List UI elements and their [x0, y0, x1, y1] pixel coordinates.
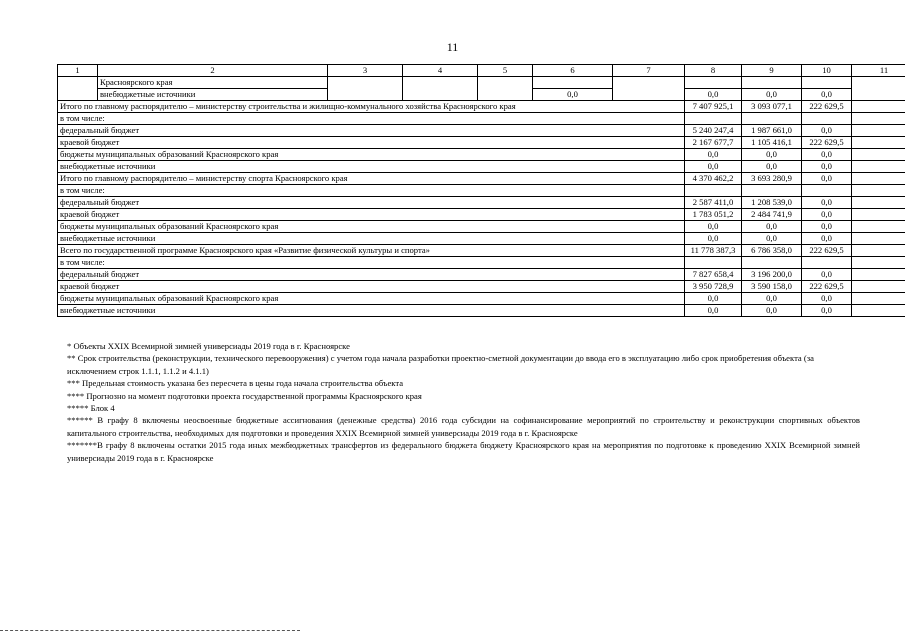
cell-col9: [742, 113, 802, 125]
row-label: краевой бюджет: [58, 281, 685, 293]
footnote: ****** В графу 8 включены неосвоенные бюджетные ассигнования (денежные средства) 2016 года субсидии на софинансирование мероприятий по строительству и реконструкции спортивных объектов капитального строительства, необходимых для подготовки и проведения XXIX Всемирной зимней универсиады 2019 года в г. Красноярске: [67, 415, 860, 438]
footnote: **** Прогнозно на момент подготовки проекта государственной программы Красноярского края: [67, 390, 422, 401]
header-cell: 10: [802, 65, 852, 77]
table-header-row: [58, 65, 905, 77]
table-row: [58, 161, 905, 173]
row-label: федеральный бюджет: [58, 197, 685, 209]
header-cell: 5: [478, 65, 533, 77]
cell-col10: 0,0: [802, 197, 852, 209]
cell-col8: [685, 257, 742, 269]
cell-col9: 1 105 416,1: [742, 137, 802, 149]
row-label: в том числе:: [58, 257, 685, 269]
cell-col8: 7 827 658,4: [685, 269, 742, 281]
cell-col6: 0,0: [533, 89, 613, 101]
cell-col8: [685, 77, 742, 89]
cell-col10: [802, 185, 852, 197]
cell-col8: 2 587 411,0: [685, 197, 742, 209]
cell-col9: [742, 257, 802, 269]
cell-col6: [533, 77, 613, 89]
cell-col8: 0,0: [685, 305, 742, 317]
footnote: * Объекты XXIX Всемирной зимней универсиады 2019 года в г. Красноярске: [67, 341, 350, 351]
cell-col9: 3 093 077,1: [742, 101, 802, 113]
row-label: бюджеты муниципальных образований Красноярского края: [58, 221, 685, 233]
cell-col10: 222 629,5: [802, 281, 852, 293]
header-cell: 8: [685, 65, 742, 77]
cell-col8: 11 778 387,3: [685, 245, 742, 257]
cell-col10: 0,0: [802, 89, 852, 101]
cell-col8: [685, 185, 742, 197]
cell-col10: 222 629,5: [802, 137, 852, 149]
row-label: Итого по главному распорядителю – министерству строительства и жилищно-коммунального хозяйства Красноярского края: [58, 101, 685, 113]
row-label: Итого по главному распорядителю – министерству спорта Красноярского края: [58, 173, 685, 185]
header-cell: 1: [58, 65, 98, 77]
cell-col9: 1 987 661,0: [742, 125, 802, 137]
cell-col9: 2 484 741,9: [742, 209, 802, 221]
row-label: внебюджетные источники: [58, 233, 685, 245]
cell-col8: 0,0: [685, 161, 742, 173]
cell-col10: 222 629,5: [802, 101, 852, 113]
header-cell: 6: [533, 65, 613, 77]
cell-col9: 0,0: [742, 305, 802, 317]
row-label: бюджеты муниципальных образований Красноярского края: [58, 149, 685, 161]
cell-col8: 0,0: [685, 293, 742, 305]
table-row: [58, 137, 905, 149]
row-label: внебюджетные источники: [58, 161, 685, 173]
cell-col9: 1 208 539,0: [742, 197, 802, 209]
cell-col9: 3 693 280,9: [742, 173, 802, 185]
header-cell: 11: [852, 65, 905, 77]
cell-col9: [742, 77, 802, 89]
header-cell: 4: [403, 65, 478, 77]
table-row: [58, 185, 905, 197]
cell-col8: 1 783 051,2: [685, 209, 742, 221]
cell-col10: [802, 113, 852, 125]
cell-col10: 0,0: [802, 209, 852, 221]
table-row: [58, 293, 905, 305]
cell-col9: 0,0: [742, 293, 802, 305]
table-row: [58, 209, 905, 221]
cell-col8: 0,0: [685, 89, 742, 101]
table-row: [58, 173, 905, 185]
row-label: краевой бюджет: [58, 137, 685, 149]
row-label: внебюджетные источники: [58, 305, 685, 317]
row-label: в том числе:: [58, 185, 685, 197]
table-row: [58, 89, 905, 101]
row-label: бюджеты муниципальных образований Красноярского края: [58, 293, 685, 305]
cell-col9: 0,0: [742, 221, 802, 233]
cell-col9: 0,0: [742, 161, 802, 173]
table-row: [58, 197, 905, 209]
header-cell: 3: [328, 65, 403, 77]
table-row: [58, 221, 905, 233]
cell-col8: 2 167 677,7: [685, 137, 742, 149]
cell-col9: 0,0: [742, 89, 802, 101]
row-label: федеральный бюджет: [58, 125, 685, 137]
cell-col9: [742, 185, 802, 197]
table-row: [58, 233, 905, 245]
cell-col10: [802, 257, 852, 269]
table-row: [58, 77, 905, 89]
row-label: внебюджетные источники: [98, 89, 328, 101]
table-row: [58, 113, 905, 125]
table-row: [58, 125, 905, 137]
table-row: [58, 257, 905, 269]
footnote: ** Срок строительства (реконструкции, технического перевооружения) с учетом года начала разработки проектно-сметной документации до ввода его в эксплуатацию либо срок приобретения объекта (за исключением строк 1.1.1, 1.1.2 и 4.1.1): [67, 353, 814, 376]
cell-col8: [685, 113, 742, 125]
header-cell: 7: [613, 65, 685, 77]
page-number: 11: [446, 40, 459, 54]
table-row: [58, 269, 905, 281]
cell-col8: 4 370 462,2: [685, 173, 742, 185]
cell-col10: 0,0: [802, 269, 852, 281]
budget-table: [57, 64, 905, 317]
cell-col9: 3 590 158,0: [742, 281, 802, 293]
row-label: в том числе:: [58, 113, 685, 125]
header-cell: 9: [742, 65, 802, 77]
cell-col10: 0,0: [802, 233, 852, 245]
cell-col10: 0,0: [802, 173, 852, 185]
footnote: ***** Блок 4: [67, 403, 115, 414]
row-label: краевой бюджет: [58, 209, 685, 221]
cell-col9: 6 786 358,0: [742, 245, 802, 257]
cell-col9: 0,0: [742, 149, 802, 161]
footnotes: [67, 340, 860, 464]
cell-col9: 3 196 200,0: [742, 269, 802, 281]
table-row: [58, 245, 905, 257]
cell-col10: 0,0: [802, 149, 852, 161]
bottom-divider: [0, 630, 300, 632]
cell-col10: [802, 77, 852, 89]
footnote: *******В графу 8 включены остатки 2015 года иных межбюджетных трансфертов из федерального бюджета бюджету Красноярского края на мероприятия по подготовке к проведению XXIX Всемирной зимней универсиады 2019 года в г. Красноярске: [67, 440, 860, 463]
table-row: [58, 305, 905, 317]
table-row: [58, 149, 905, 161]
cell-col10: 0,0: [802, 125, 852, 137]
cell-col8: 3 950 728,9: [685, 281, 742, 293]
cell-col10: 222 629,5: [802, 245, 852, 257]
row-label: Всего по государственной программе Красноярского края «Развитие физической культуры и спорта»: [58, 245, 685, 257]
row-label: Красноярского края: [98, 77, 328, 89]
cell-col9: 0,0: [742, 233, 802, 245]
table-row: [58, 281, 905, 293]
cell-col10: 0,0: [802, 293, 852, 305]
cell-col10: 0,0: [802, 221, 852, 233]
cell-col8: 0,0: [685, 233, 742, 245]
cell-col8: 0,0: [685, 221, 742, 233]
header-cell: 2: [98, 65, 328, 77]
cell-col8: 5 240 247,4: [685, 125, 742, 137]
cell-col10: 0,0: [802, 305, 852, 317]
table-row: [58, 101, 905, 113]
cell-col8: 7 407 925,1: [685, 101, 742, 113]
row-label: федеральный бюджет: [58, 269, 685, 281]
cell-col10: 0,0: [802, 161, 852, 173]
footnote: *** Предельная стоимость указана без пересчета в цены года начала строительства объекта: [67, 378, 404, 389]
cell-col8: 0,0: [685, 149, 742, 161]
